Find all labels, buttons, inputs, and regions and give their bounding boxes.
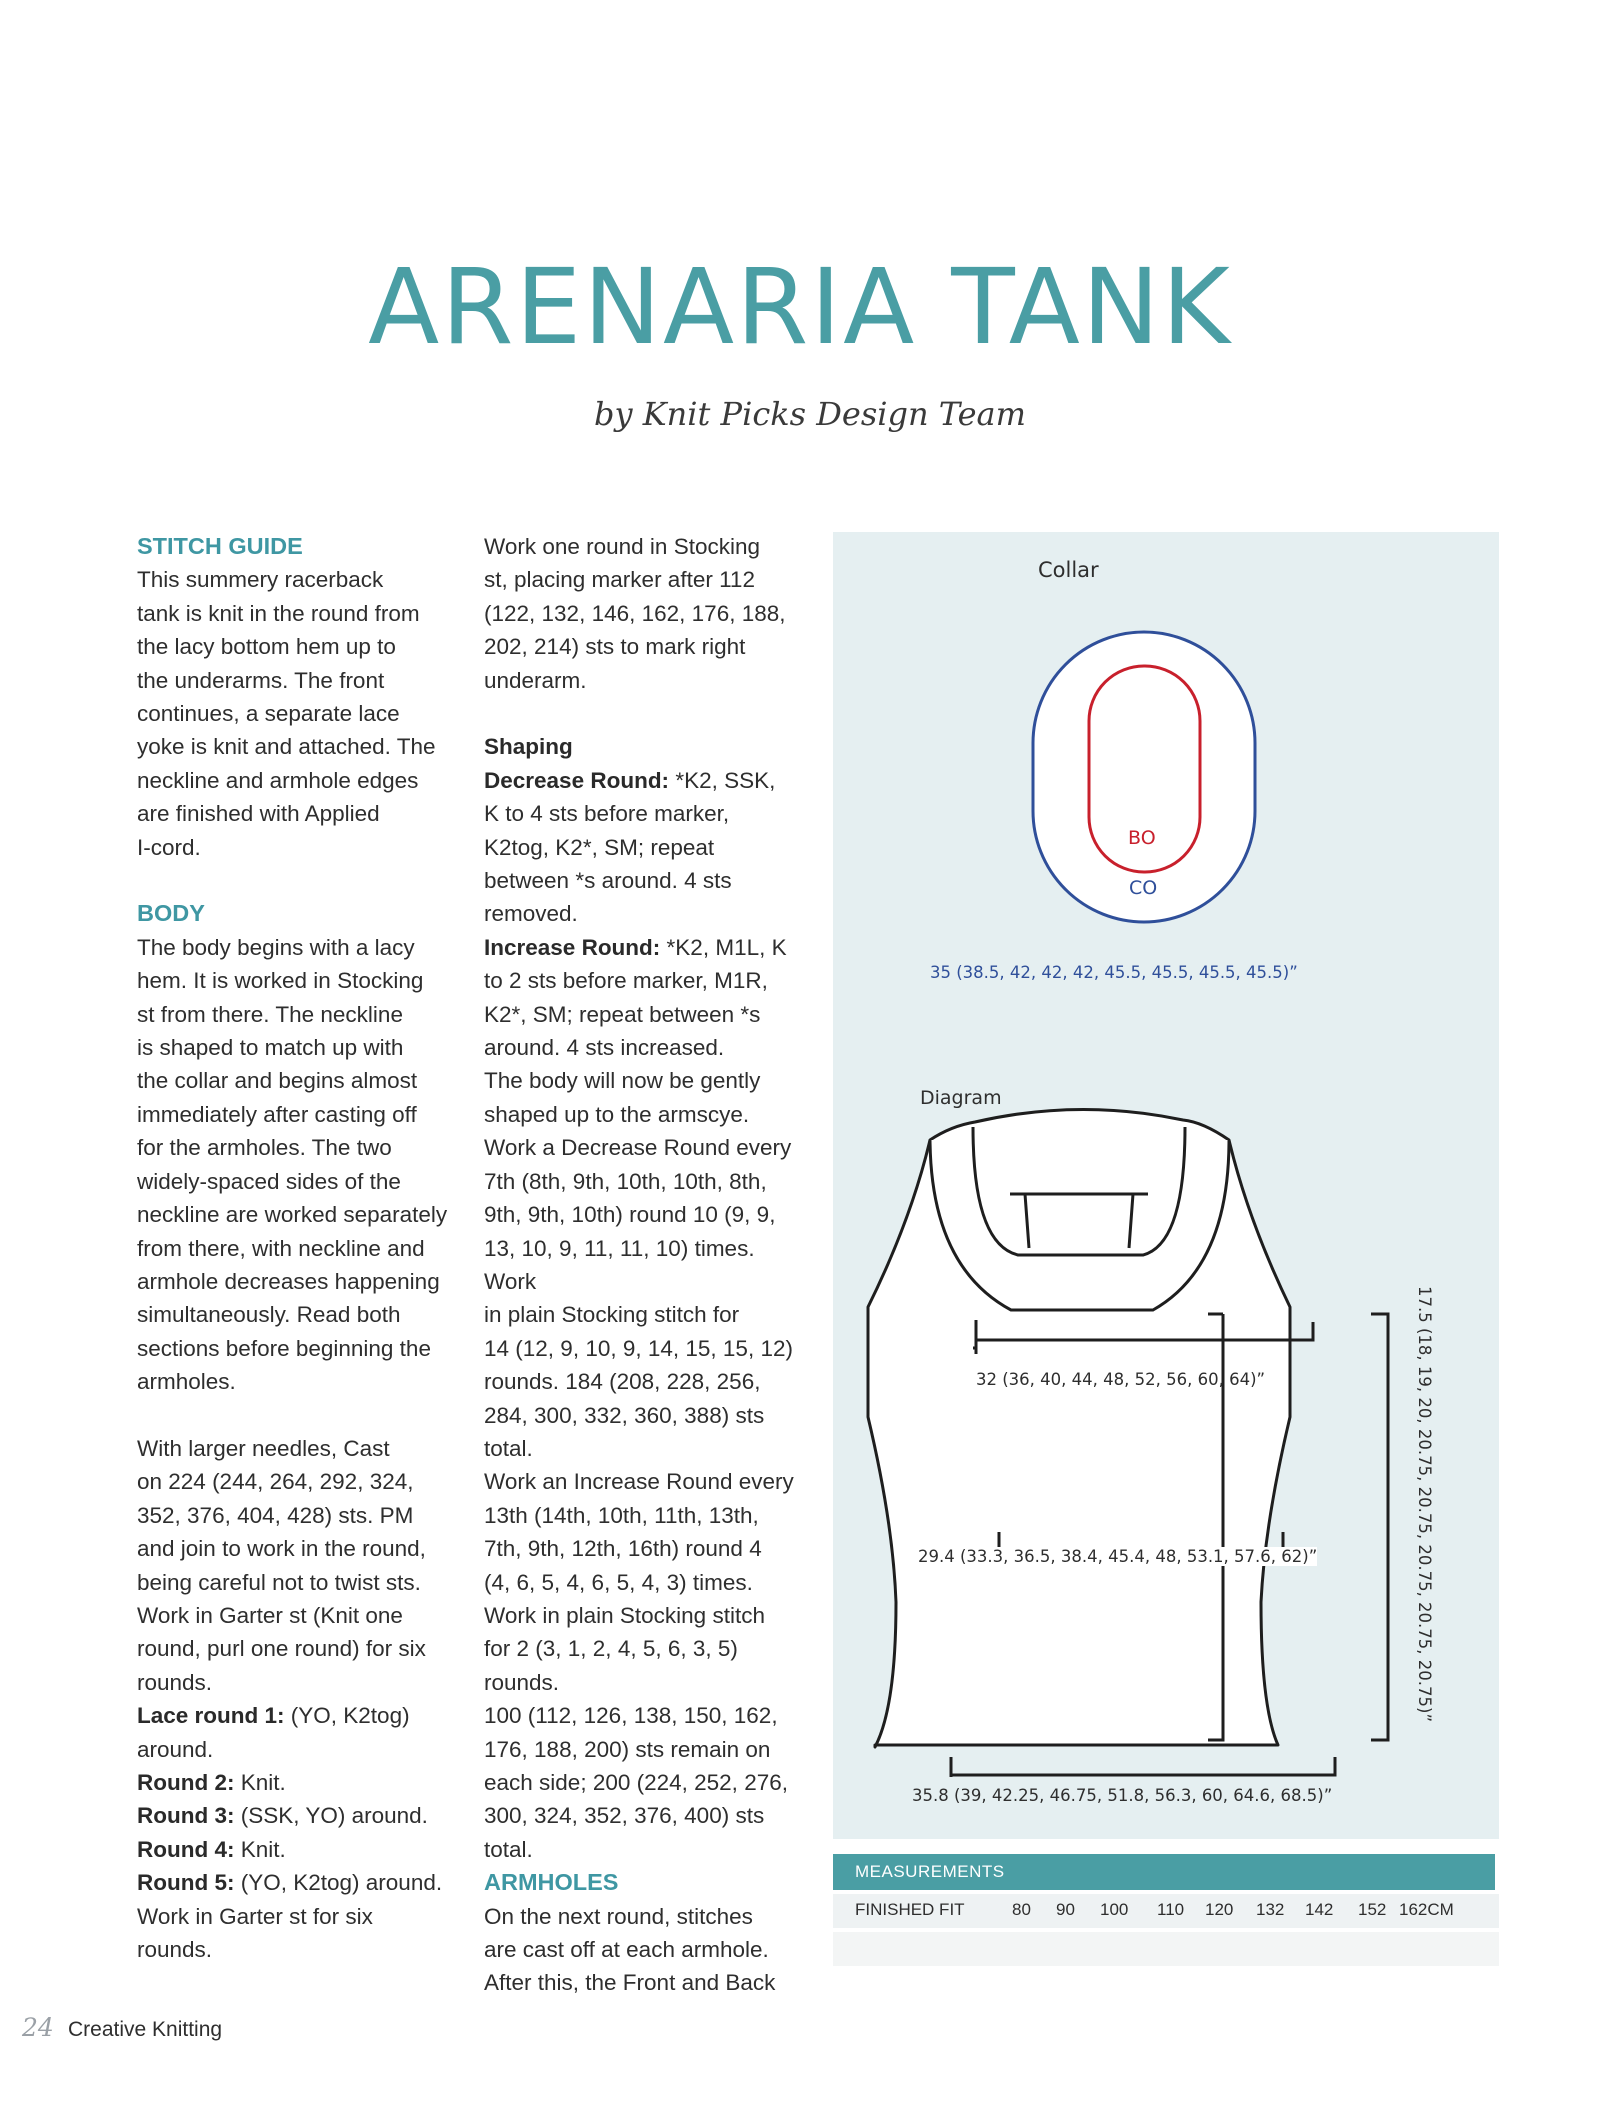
line-text: With larger needles, Cast <box>137 1435 390 1461</box>
line-text: armholes. <box>137 1369 236 1395</box>
text-line <box>137 797 457 830</box>
text-line <box>484 1566 809 1599</box>
text-line <box>484 1131 809 1164</box>
bust-measurement: 32 (36, 40, 44, 48, 52, 56, 60, 64)” <box>976 1370 1266 1389</box>
text-line <box>137 1733 457 1766</box>
line-text: 300, 324, 352, 376, 400) sts <box>484 1803 765 1829</box>
co-label: CO <box>1129 877 1158 899</box>
fit-value: 100 <box>1100 1900 1129 1919</box>
line-text: simultaneously. Read both <box>137 1302 401 1328</box>
bo-label: BO <box>1128 827 1156 849</box>
line-text: Work in Garter st for six <box>137 1903 373 1929</box>
line-text: the underarms. The front <box>137 667 385 693</box>
line-text: This summery racerback <box>137 567 384 593</box>
line-text: K to 4 sts before marker, <box>484 801 730 827</box>
line-text: the collar and begins almost <box>137 1068 418 1094</box>
measurements-header: MEASUREMENTS <box>855 1862 1005 1881</box>
text-column-2 <box>484 530 809 2000</box>
text-line <box>137 1599 457 1632</box>
fit-value: 152 <box>1358 1900 1387 1919</box>
line-text: for the armholes. The two <box>137 1135 392 1161</box>
line-text: (4, 6, 5, 4, 6, 5, 4, 3) times. <box>484 1569 753 1595</box>
line-text: rounds. <box>137 1669 213 1695</box>
line-text: On the next round, stitches <box>484 1903 753 1929</box>
text-line <box>484 1699 809 1732</box>
line-text: rounds. <box>484 1669 560 1695</box>
line-text: Work one round in Stocking <box>484 534 760 559</box>
text-line <box>137 597 457 630</box>
line-text: 13, 10, 9, 11, 11, 10) times. Work <box>484 1235 755 1294</box>
finished-fit-label: FINISHED FIT <box>855 1900 965 1919</box>
line-text: The body begins with a lacy <box>137 934 415 960</box>
line-text: total. <box>484 1836 533 1862</box>
line-text: 202, 214) sts to mark right <box>484 634 746 660</box>
line-text: underarm. <box>484 667 587 693</box>
line-text: neckline and armhole edges <box>137 767 419 793</box>
text-line <box>484 1432 809 1465</box>
text-line <box>137 1833 457 1866</box>
text-line <box>137 1766 457 1799</box>
text-line <box>137 630 457 663</box>
page-title: ARENARIA TANK <box>368 246 1232 368</box>
text-line <box>137 1332 457 1365</box>
text-line <box>137 1499 457 1532</box>
text-line <box>484 1232 809 1299</box>
line-text: 284, 300, 332, 360, 388) sts <box>484 1402 765 1428</box>
text-line <box>137 1232 457 1265</box>
text-line <box>137 1298 457 1331</box>
line-text: on 224 (244, 264, 292, 324, <box>137 1469 414 1495</box>
line-text: yoke is knit and attached. The <box>137 734 436 760</box>
fit-value: 110 <box>1157 1900 1185 1919</box>
text-line <box>484 864 809 897</box>
line-text: (YO, K2tog) around. <box>234 1870 443 1896</box>
waist-measurement: 29.4 (33.3, 36.5, 38.4, 45.4, 48, 53.1, 57.6, 62)” <box>918 1547 1318 1566</box>
text-line <box>137 1465 457 1498</box>
text-line <box>137 664 457 697</box>
text-line <box>137 831 457 864</box>
line-text: around. 4 sts increased. <box>484 1035 725 1061</box>
line-text: shaped up to the armscye. <box>484 1101 750 1127</box>
section-heading: BODY <box>137 900 205 927</box>
length-measure-bracket <box>1371 1314 1388 1740</box>
text-line <box>484 1532 809 1565</box>
line-text: being careful not to twist sts. <box>137 1569 421 1595</box>
text-line <box>484 563 809 596</box>
bold-term: Round 4: <box>137 1836 235 1862</box>
line-text: 14 (12, 9, 10, 9, 14, 15, 15, 12) <box>484 1335 793 1361</box>
text-line <box>137 1566 457 1599</box>
text-line <box>484 1599 809 1632</box>
line-text: 9th, 9th, 10th) round 10 (9, 9, <box>484 1202 776 1228</box>
text-line <box>137 1265 457 1298</box>
bold-term: Increase Round: <box>484 934 661 960</box>
line-text: armhole decreases happening <box>137 1268 440 1294</box>
fit-value: 80 <box>1012 1900 1031 1919</box>
publication-name: Creative Knitting <box>68 2018 223 2041</box>
line-text: Work an Increase Round every <box>484 1469 794 1495</box>
line-text: to 2 sts before marker, M1R, <box>484 968 768 994</box>
text-line <box>484 1098 809 1131</box>
diagram-label: Diagram <box>920 1087 1002 1109</box>
text-line <box>484 1900 809 1933</box>
text-line <box>484 1365 809 1398</box>
line-text: 7th (8th, 9th, 10th, 10th, 8th, <box>484 1168 767 1194</box>
text-line <box>137 1699 457 1732</box>
section-heading: ARMHOLES <box>484 1869 619 1896</box>
text-line <box>484 1933 809 1966</box>
line-text: 100 (112, 126, 138, 150, 162, <box>484 1703 778 1729</box>
text-line <box>484 1733 809 1766</box>
text-line <box>137 1165 457 1198</box>
text-line <box>484 964 809 997</box>
text-line <box>484 1966 809 1999</box>
text-line <box>484 897 809 930</box>
fit-value: 132 <box>1256 1900 1285 1919</box>
hip-measure-bracket <box>951 1757 1335 1775</box>
hip-measurement: 35.8 (39, 42.25, 46.75, 51.8, 56.3, 60, 64.6, 68.5)” <box>912 1786 1333 1805</box>
line-text: 7th, 9th, 12th, 16th) round 4 <box>484 1536 762 1562</box>
text-column-1 <box>137 530 457 1966</box>
line-text: Knit. <box>234 1770 286 1795</box>
line-text: from there, with neckline and <box>137 1235 425 1261</box>
text-line <box>484 1666 809 1699</box>
line-text: in plain Stocking stitch for <box>484 1302 740 1328</box>
fit-value: 162CM <box>1399 1900 1454 1919</box>
text-line <box>137 931 457 964</box>
line-text: The body will now be gently <box>484 1068 761 1094</box>
line-text: rounds. <box>137 1937 213 1963</box>
text-line <box>484 764 809 797</box>
line-text: I-cord. <box>137 834 201 860</box>
length-measurement: 17.5 (18, 19, 20, 20.75, 20.75, 20.75, 20.75, 20.75)” <box>1415 1286 1434 1723</box>
collar-measurement: 35 (38.5, 42, 42, 42, 45.5, 45.5, 45.5, 45.5)” <box>930 963 1298 982</box>
text-line <box>484 797 809 830</box>
bust-measure-bracket <box>976 1322 1313 1340</box>
line-text: are cast off at each armhole. <box>484 1937 769 1963</box>
bold-term: Round 5: <box>137 1870 235 1896</box>
text-line <box>484 1298 809 1331</box>
text-line <box>137 563 457 596</box>
line-text: st, placing marker after 112 <box>484 567 755 593</box>
text-line <box>137 1933 457 1966</box>
line-text: are finished with Applied <box>137 801 380 827</box>
bold-term: Round 3: <box>137 1803 235 1829</box>
text-line <box>484 1399 809 1432</box>
text-line <box>484 1499 809 1532</box>
text-line <box>137 764 457 797</box>
text-line <box>137 1131 457 1164</box>
text-line <box>484 664 809 697</box>
text-line <box>484 998 809 1031</box>
line-text: total. <box>484 1435 533 1461</box>
text-line <box>484 1632 809 1665</box>
text-line <box>137 697 457 730</box>
fit-value: 142 <box>1305 1900 1334 1919</box>
line-text: (YO, K2tog) <box>284 1703 410 1729</box>
line-text: 176, 188, 200) sts remain on <box>484 1736 771 1762</box>
line-text: Work a Decrease Round every <box>484 1135 792 1161</box>
line-text: *K2, SSK, <box>669 767 776 793</box>
text-line <box>137 964 457 997</box>
line-text: is shaped to match up with <box>137 1035 404 1061</box>
line-text: round, purl one round) for six <box>137 1636 426 1662</box>
page-number: 24 <box>22 2013 54 2042</box>
text-line <box>137 1098 457 1131</box>
line-text: hem. It is worked in Stocking <box>137 968 424 994</box>
line-text: around. <box>137 1736 214 1762</box>
text-line <box>137 1866 457 1899</box>
line-text: st from there. The neckline <box>137 1001 403 1027</box>
line-text: sections before beginning the <box>137 1335 431 1361</box>
paragraph-gap <box>484 697 809 730</box>
text-line <box>137 1532 457 1565</box>
paragraph-gap <box>137 1399 457 1432</box>
line-text: each side; 200 (224, 252, 276, <box>484 1770 788 1796</box>
text-line <box>137 1900 457 1933</box>
text-line <box>484 931 809 964</box>
text-line <box>484 597 809 630</box>
text-line <box>137 1432 457 1465</box>
fit-value: 120 <box>1205 1900 1234 1919</box>
line-text: for 2 (3, 1, 2, 4, 5, 6, 3, 5) <box>484 1636 738 1662</box>
line-text: K2*, SM; repeat between *s <box>484 1001 761 1027</box>
line-text: K2tog, K2*, SM; repeat <box>484 834 715 860</box>
paragraph-gap <box>137 864 457 897</box>
bold-term: Round 2: <box>137 1770 235 1795</box>
bold-term: Decrease Round: <box>484 767 670 793</box>
text-line <box>137 998 457 1031</box>
line-text: (SSK, YO) around. <box>234 1803 428 1829</box>
collar-label: Collar <box>1038 558 1099 582</box>
text-line <box>137 1799 457 1832</box>
text-line <box>137 730 457 763</box>
text-line <box>484 630 809 663</box>
text-line <box>137 1666 457 1699</box>
text-line <box>484 530 809 563</box>
line-text: 352, 376, 404, 428) sts. PM <box>137 1502 414 1528</box>
line-text: Work in plain Stocking stitch <box>484 1602 765 1628</box>
section-heading: STITCH GUIDE <box>137 533 303 559</box>
text-line <box>484 1198 809 1231</box>
text-line <box>137 1632 457 1665</box>
text-line <box>484 1799 809 1832</box>
bold-term: Shaping <box>484 734 573 760</box>
text-line <box>137 1064 457 1097</box>
text-line <box>484 1165 809 1198</box>
text-line <box>484 730 809 763</box>
text-line <box>484 1332 809 1365</box>
byline: by Knit Picks Design Team <box>594 395 1026 433</box>
line-text: 13th (14th, 10th, 11th, 13th, <box>484 1502 759 1528</box>
line-text: rounds. 184 (208, 228, 256, <box>484 1369 761 1395</box>
line-text: the lacy bottom hem up to <box>137 634 396 660</box>
text-line <box>484 1031 809 1064</box>
line-text: and join to work in the round, <box>137 1536 426 1562</box>
line-text: continues, a separate lace <box>137 701 400 727</box>
line-text: (122, 132, 146, 162, 176, 188, <box>484 600 786 626</box>
line-text: widely-spaced sides of the <box>137 1168 401 1194</box>
line-text: tank is knit in the round from <box>137 600 420 626</box>
line-text: neckline are worked separately <box>137 1202 448 1228</box>
text-line <box>137 1198 457 1231</box>
line-text: *K2, M1L, K <box>660 934 787 960</box>
line-text: Work in Garter st (Knit one <box>137 1602 403 1628</box>
text-line <box>137 1365 457 1398</box>
text-line <box>137 1031 457 1064</box>
line-text: immediately after casting off <box>137 1101 417 1127</box>
text-line <box>484 831 809 864</box>
text-line <box>484 1064 809 1097</box>
bracket-overlay <box>833 532 1499 1842</box>
text-line <box>484 1465 809 1498</box>
line-text: removed. <box>484 901 578 927</box>
line-text: Knit. <box>234 1836 286 1862</box>
text-line <box>484 1766 809 1799</box>
bold-term: Lace round 1: <box>137 1703 285 1729</box>
line-text: between *s around. 4 sts <box>484 868 732 894</box>
fit-value: 90 <box>1056 1900 1075 1919</box>
text-line <box>484 1833 809 1866</box>
line-text: After this, the Front and Back <box>484 1970 776 1996</box>
table-blank-row <box>833 1932 1499 1966</box>
